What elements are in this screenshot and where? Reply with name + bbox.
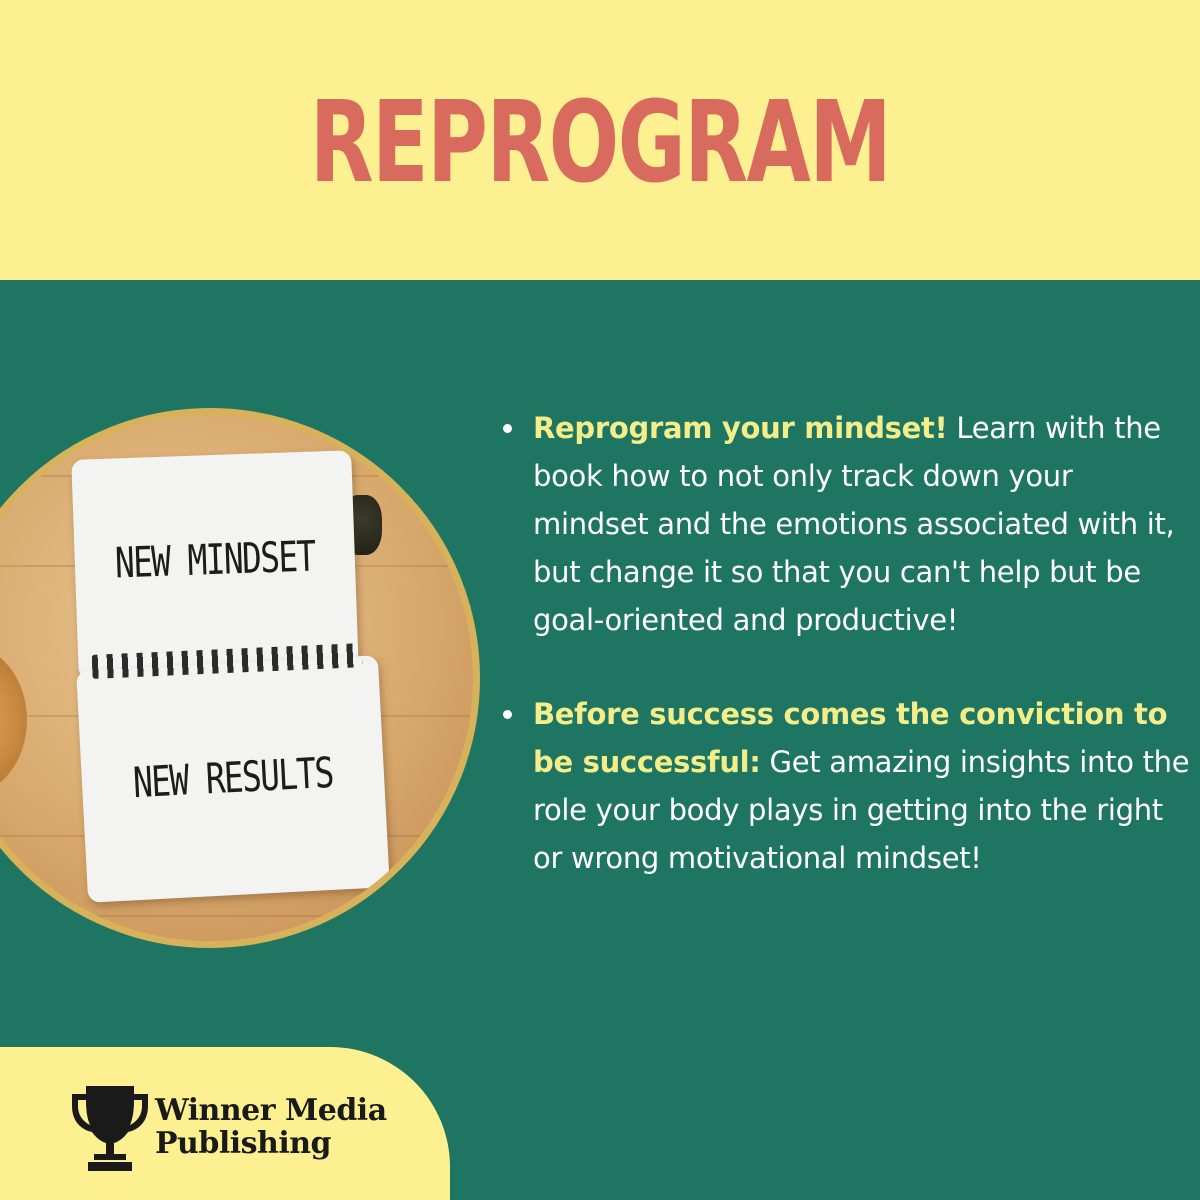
- bullet-list: [503, 404, 1193, 882]
- trophy-icon: [68, 1080, 152, 1172]
- list-item: [503, 404, 1193, 644]
- bullet-dot-icon: [503, 424, 512, 433]
- notebook-page-bottom: [76, 655, 390, 902]
- brand-line-2: Publishing: [155, 1126, 332, 1161]
- page-title: REPROGRAM: [309, 78, 891, 208]
- note-bottom-text: NEW RESULTS: [131, 747, 334, 808]
- bullet-dot-icon: [503, 710, 512, 719]
- brand-name: [155, 1094, 387, 1160]
- bullet-body: Learn with the book how to not only track down your mindset and the emotions associated with it, but change it so that you can't help but be goal-oriented and productive!: [533, 411, 1175, 637]
- bullet-lead: Reprogram your mindset!: [533, 411, 948, 445]
- bullet-lead: Before success comes the conviction to be successful:: [533, 697, 1168, 779]
- list-item: [503, 690, 1193, 882]
- note-top-text: NEW MINDSET: [114, 531, 316, 588]
- brand-line-1: Winner Media: [155, 1093, 387, 1128]
- wooden-bowl: [0, 645, 27, 795]
- bullet-body: Get amazing insights into the role your body plays in getting into the right or wrong motivational mindset!: [533, 745, 1190, 875]
